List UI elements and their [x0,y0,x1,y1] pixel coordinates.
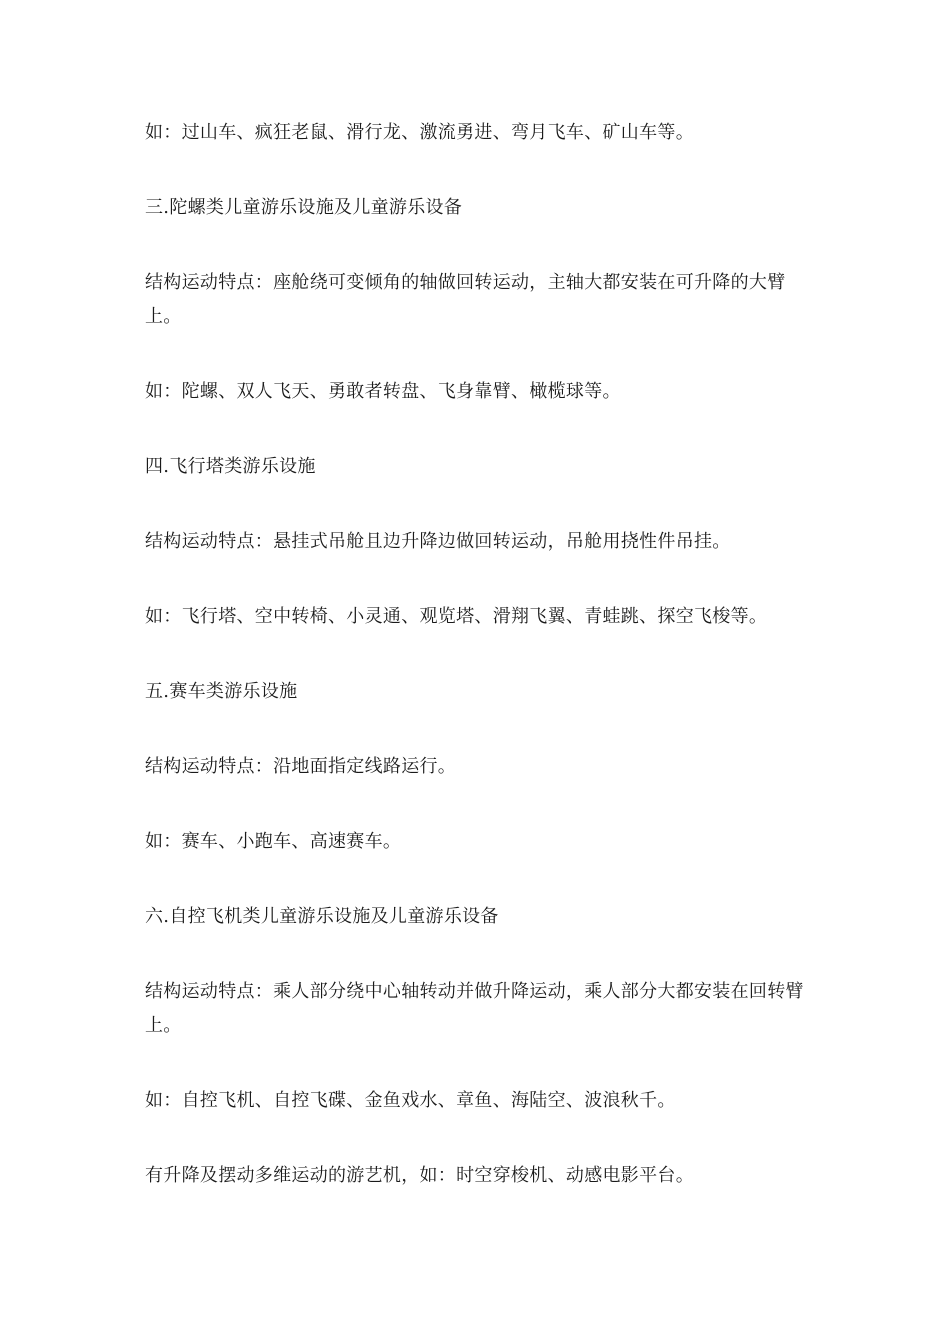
paragraph-section-5-examples: 如：赛车、小跑车、高速赛车。 [145,831,402,852]
paragraph-section-4-examples: 如：飞行塔、空中转椅、小灵通、观览塔、滑翔飞翼、青蛙跳、探空飞梭等。 [145,606,768,627]
paragraph-multidimensional-rides: 有升降及摆动多维运动的游艺机，如：时空穿梭机、动感电影平台。 [145,1165,694,1186]
heading-section-3: 三.陀螺类儿童游乐设施及儿童游乐设备 [145,197,463,218]
paragraph-section-5-features: 结构运动特点：沿地面指定线路运行。 [145,756,457,777]
paragraph-section-6-examples: 如：自控飞机、自控飞碟、金鱼戏水、章鱼、海陆空、波浪秋千。 [145,1090,676,1111]
paragraph-section-6-features: 结构运动特点：乘人部分绕中心轴转动并做升降运动，乘人部分大都安装在回转臂上。 [145,981,804,1036]
document-body [145,116,815,1193]
paragraph-examples-roller-coaster: 如：过山车、疯狂老鼠、滑行龙、激流勇进、弯月飞车、矿山车等。 [145,122,694,143]
paragraph-section-4-features: 结构运动特点：悬挂式吊舱且边升降边做回转运动，吊舱用挠性件吊挂。 [145,531,731,552]
heading-section-6: 六.自控飞机类儿童游乐设施及儿童游乐设备 [145,906,499,927]
heading-section-5: 五.赛车类游乐设施 [145,681,298,702]
heading-section-4: 四.飞行塔类游乐设施 [145,456,316,477]
paragraph-section-3-examples: 如：陀螺、双人飞天、勇敢者转盘、飞身靠臂、橄榄球等。 [145,381,621,402]
paragraph-section-3-features: 结构运动特点：座舱绕可变倾角的轴做回转运动，主轴大都安装在可升降的大臂上。 [145,272,786,327]
